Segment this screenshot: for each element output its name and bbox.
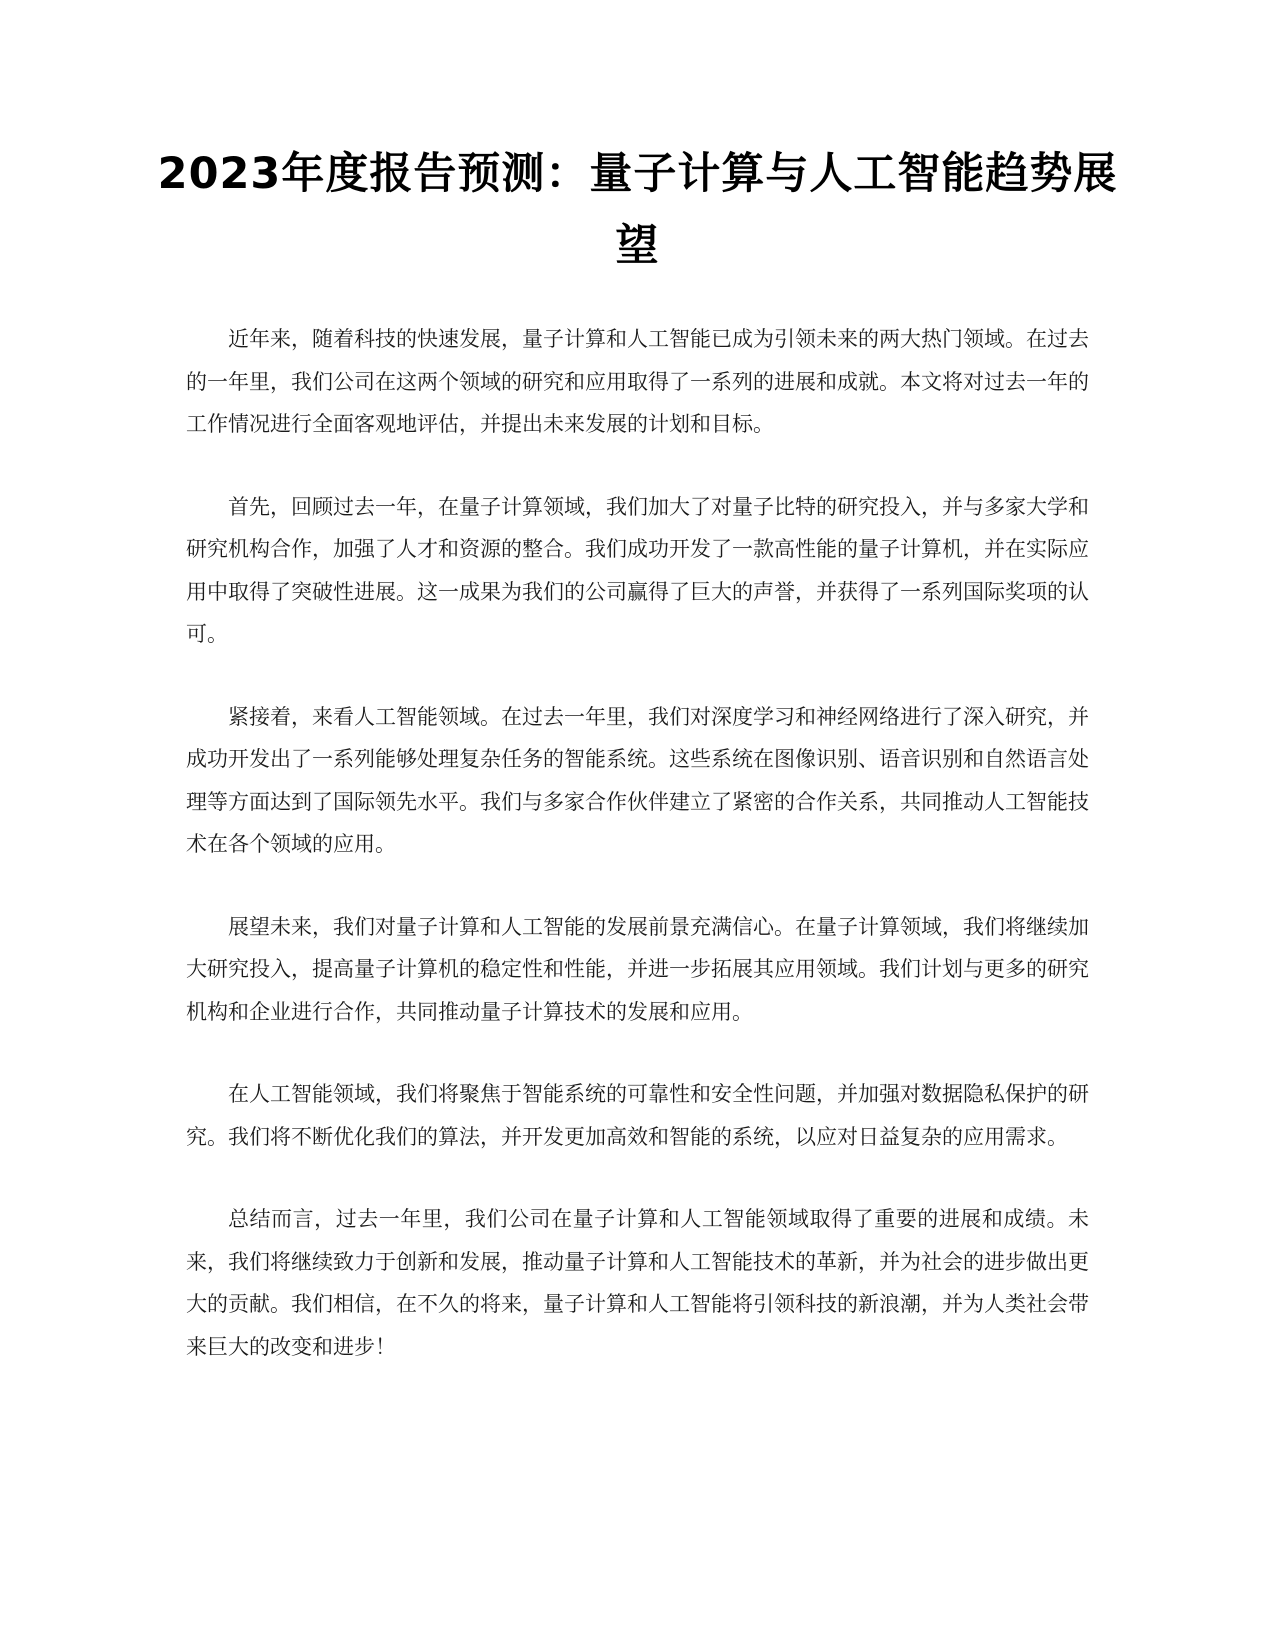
paragraph-ai-review: 紧接着，来看人工智能领域。在过去一年里，我们对深度学习和神经网络进行了深入研究，并成功开发出了一系列能够处理复杂任务的智能系统。这些系统在图像识别、语音识别和自然语言处理等方面达到了国际领先水平。我们与多家合作伙伴建立了紧密的合作关系，共同推动人工智能技术在各个领域的应用。 bbox=[186, 704, 1089, 856]
paragraph-ai-outlook: 在人工智能领域，我们将聚焦于智能系统的可靠性和安全性问题，并加强对数据隐私保护的研究。我们将不断优化我们的算法，并开发更加高效和智能的系统，以应对日益复杂的应用需求。 bbox=[186, 1082, 1089, 1149]
paragraph-quantum-outlook: 展望未来，我们对量子计算和人工智能的发展前景充满信心。在量子计算领域，我们将继续加大研究投入，提高量子计算机的稳定性和性能，并进一步拓展其应用领域。我们计划与更多的研究机构和企业进行合作，共同推动量子计算技术的发展和应用。 bbox=[186, 914, 1089, 1024]
paragraph-conclusion: 总结而言，过去一年里，我们公司在量子计算和人工智能领域取得了重要的进展和成绩。未来，我们将继续致力于创新和发展，推动量子计算和人工智能技术的革新，并为社会的进步做出更大的贡献。我们相信，在不久的将来，量子计算和人工智能将引领科技的新浪潮，并为人类社会带来巨大的改变和进步！ bbox=[186, 1207, 1089, 1359]
document-title: 2023年度报告预测：量子计算与人工智能趋势展望 bbox=[157, 149, 1118, 271]
paragraph-quantum-review: 首先，回顾过去一年，在量子计算领域，我们加大了对量子比特的研究投入，并与多家大学和研究机构合作，加强了人才和资源的整合。我们成功开发了一款高性能的量子计算机，并在实际应用中取得了突破性进展。这一成果为我们的公司赢得了巨大的声誉，并获得了一系列国际奖项的认可。 bbox=[186, 494, 1089, 646]
paragraph-intro: 近年来，随着科技的快速发展，量子计算和人工智能已成为引领未来的两大热门领域。在过去的一年里，我们公司在这两个领域的研究和应用取得了一系列的进展和成就。本文将对过去一年的工作情况进行全面客观地评估，并提出未来发展的计划和目标。 bbox=[186, 327, 1089, 436]
document-body bbox=[186, 318, 1089, 1408]
